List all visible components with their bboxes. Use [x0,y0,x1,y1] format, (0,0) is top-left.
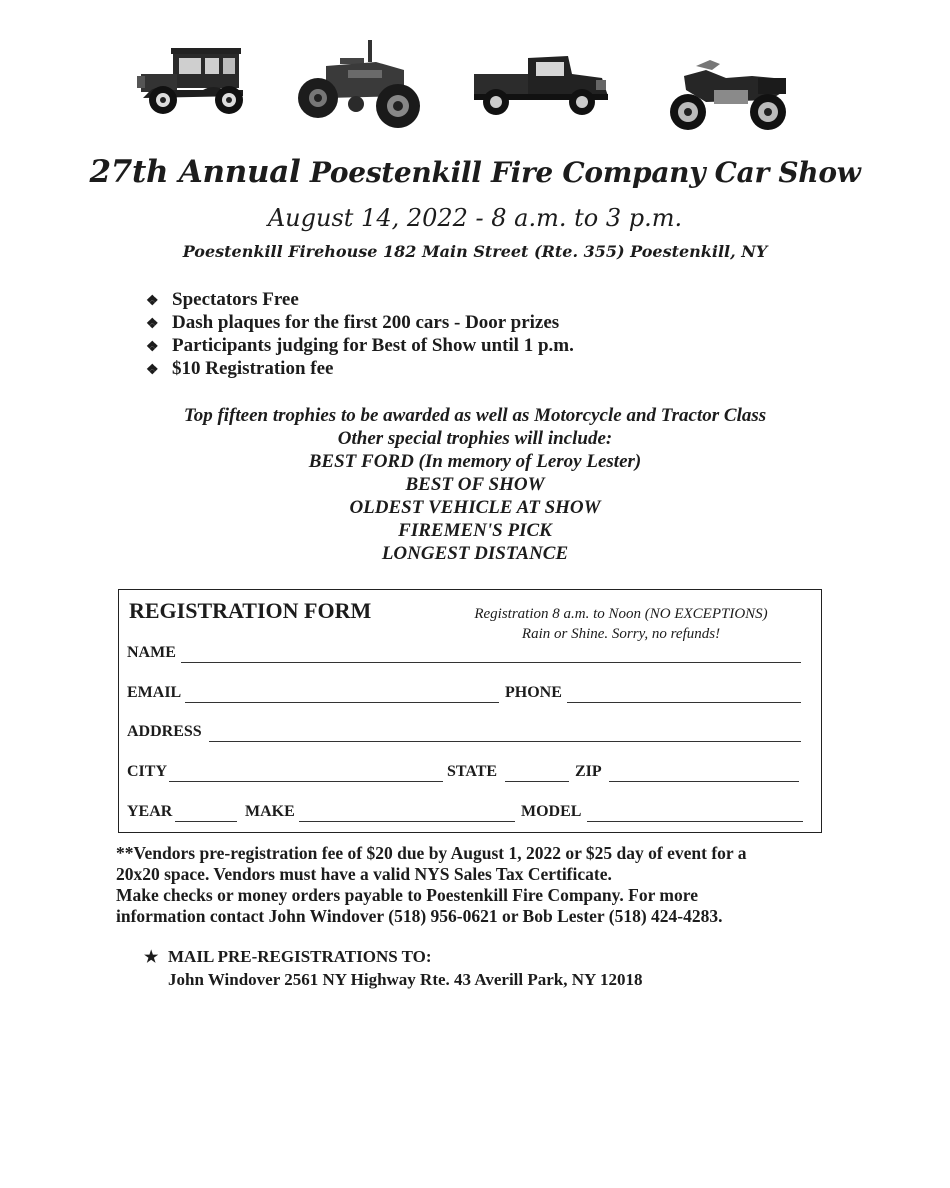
list-item: ❖ $10 Registration fee [146,357,574,380]
model-label: MODEL [521,803,582,820]
trophies-line: FIREMEN'S PICK [398,520,552,541]
trophies-line: Other special trophies will include: [337,428,613,449]
name-field[interactable] [181,662,801,663]
list-item: ❖ Participants judging for Best of Show until 1 p.m. [146,334,574,357]
zip-label: ZIP [575,763,602,780]
vendor-info [116,843,836,927]
make-label: MAKE [245,803,295,820]
diamond-bullet-icon: ❖ [146,294,159,309]
diamond-bullet-icon: ❖ [146,317,159,332]
registration-form [118,589,822,833]
vendor-info-line: **Vendors pre-registration fee of $20 due by August 1, 2022 or $25 day of event for a [116,843,747,863]
diamond-bullet-icon: ❖ [146,363,159,378]
email-field[interactable] [185,702,499,703]
registration-form-title: REGISTRATION FORM [129,598,372,623]
list-item: ❖ Spectators Free [146,288,574,311]
event-venue: Poestenkill Firehouse 182 Main Street (Rte. 355) Poestenkill, NY [182,242,768,261]
event-date: August 14, 2022 - 8 a.m. to 3 p.m. [267,204,683,232]
tractor-icon [296,36,424,132]
phone-field[interactable] [567,702,801,703]
registration-note: Registration 8 a.m. to Noon (NO EXCEPTIONS) Rain or Shine. Sorry, no refunds! [474,606,768,642]
make-field[interactable] [299,821,515,822]
mail-address: John Windover 2561 NY Highway Rte. 43 Averill Park, NY 12018 [168,970,643,989]
year-field[interactable] [175,821,237,822]
mail-section [144,946,642,991]
list-item: ❖ Dash plaques for the first 200 cars - Door prizes [146,311,574,334]
state-field[interactable] [505,781,569,782]
pickup-truck-icon [472,50,612,122]
trophies-line: BEST OF SHOW [405,474,545,495]
address-field[interactable] [209,741,801,742]
city-label: CITY [127,763,168,780]
trophies-line: OLDEST VEHICLE AT SHOW [349,497,601,518]
event-title-name: Poestenkill Fire Company Car Show [309,156,861,189]
address-label: ADDRESS [127,723,202,740]
city-field[interactable] [169,781,443,782]
trophies-section [0,404,950,565]
star-icon: ★ [144,949,159,966]
phone-label: PHONE [505,684,562,701]
trophies-line: BEST FORD (In memory of Leroy Lester) [308,451,642,472]
motorcycle-icon [666,56,796,136]
trophies-line: LONGEST DISTANCE [381,543,569,564]
year-label: YEAR [127,803,173,820]
antique-car-icon [133,44,251,118]
event-details-list [146,288,574,380]
vendor-info-line: Make checks or money orders payable to Poestenkill Fire Company. For more [116,885,698,905]
mail-heading: MAIL PRE-REGISTRATIONS TO: [168,947,432,966]
state-label: STATE [447,763,498,780]
event-title-edition: 27th Annual [89,154,301,190]
trophies-line: Top fifteen trophies to be awarded as well as Motorcycle and Tractor Class [183,405,767,426]
name-label: NAME [127,644,176,661]
model-field[interactable] [587,821,803,822]
vendor-info-line: 20x20 space. Vendors must have a valid NYS Sales Tax Certificate. [116,864,612,884]
vehicle-illustrations [0,0,950,150]
diamond-bullet-icon: ❖ [146,340,159,355]
vendor-info-line: information contact John Windover (518) 956-0621 or Bob Lester (518) 424-4283. [116,906,723,926]
email-label: EMAIL [127,684,182,701]
zip-field[interactable] [609,781,799,782]
event-title [0,154,950,190]
